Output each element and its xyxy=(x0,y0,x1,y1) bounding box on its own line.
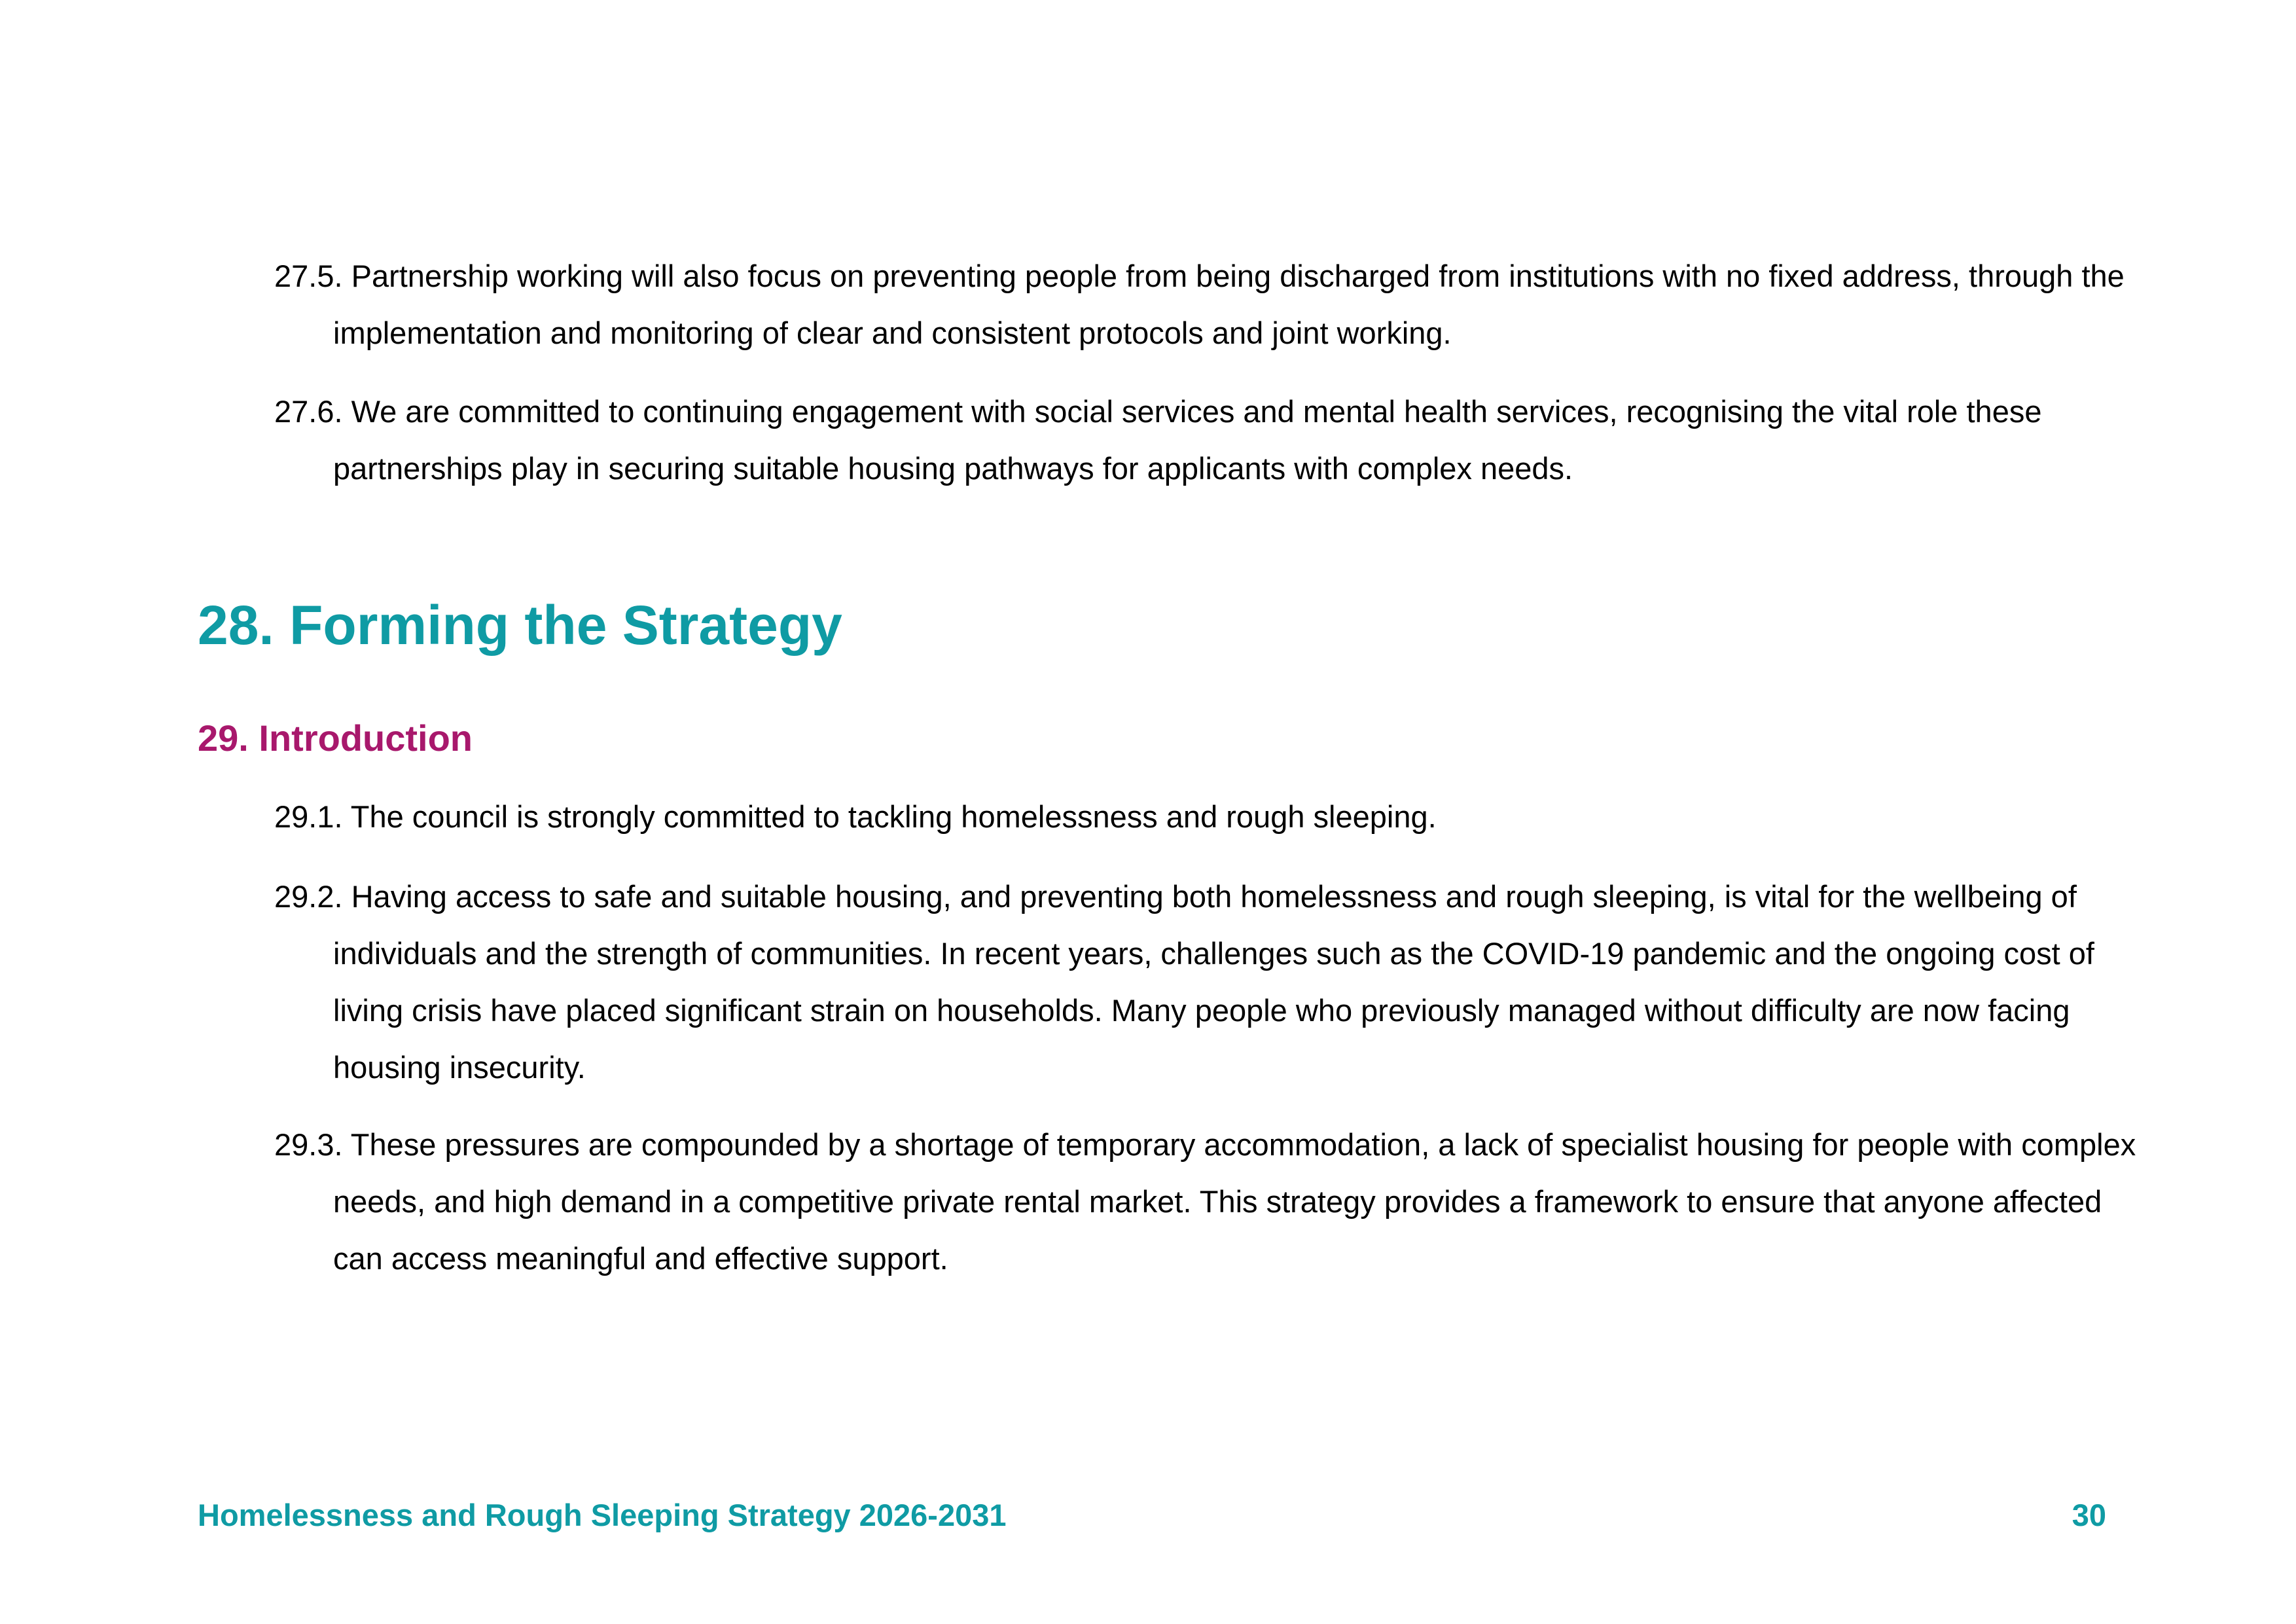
paragraph-number: 27.5. xyxy=(274,259,343,293)
paragraph-29-1 xyxy=(274,788,2159,845)
paragraph-29-3 xyxy=(274,1116,2159,1287)
paragraph-text: We are committed to continuing engagement with social services and mental health services, recognising the vital role these partnerships play in securing suitable housing pathways for applicants with complex needs. xyxy=(333,394,2042,486)
paragraph-27-6 xyxy=(274,383,2159,497)
footer-document-title: Homelessness and Rough Sleeping Strategy 2026-2031 xyxy=(198,1498,1007,1532)
paragraph-27-5 xyxy=(274,247,2159,361)
paragraph-number: 29.1. xyxy=(274,799,343,834)
section-heading: 28. Forming the Strategy xyxy=(198,594,842,656)
paragraph-text: These pressures are compounded by a shortage of temporary accommodation, a lack of specialist housing for people with complex needs, and high demand in a competitive private rental market. This strategy provides a framework to ensure that anyone affected can access meaningful and effective support. xyxy=(333,1127,2136,1276)
paragraph-text: Partnership working will also focus on preventing people from being discharged from institutions with no fixed address, through the implementation and monitoring of clear and consistent protocols and joint working. xyxy=(333,259,2125,350)
paragraph-text: The council is strongly committed to tackling homelessness and rough sleeping. xyxy=(350,799,1437,834)
paragraph-number: 29.2. xyxy=(274,879,343,914)
paragraph-number: 29.3. xyxy=(274,1127,343,1162)
footer-page-number: 30 xyxy=(2072,1498,2106,1532)
paragraph-text: Having access to safe and suitable housing, and preventing both homelessness and rough sleeping, is vital for the wellbeing of individuals and the strength of communities. In recent years, challenges such as the COVID-19 pandemic and the ongoing cost of living crisis have placed significant strain on households. Many people who previously managed without difficulty are now facing housing insecurity. xyxy=(333,879,2094,1085)
subsection-heading: 29. Introduction xyxy=(198,717,473,759)
paragraph-29-2 xyxy=(274,868,2159,1096)
paragraph-number: 27.6. xyxy=(274,394,343,429)
